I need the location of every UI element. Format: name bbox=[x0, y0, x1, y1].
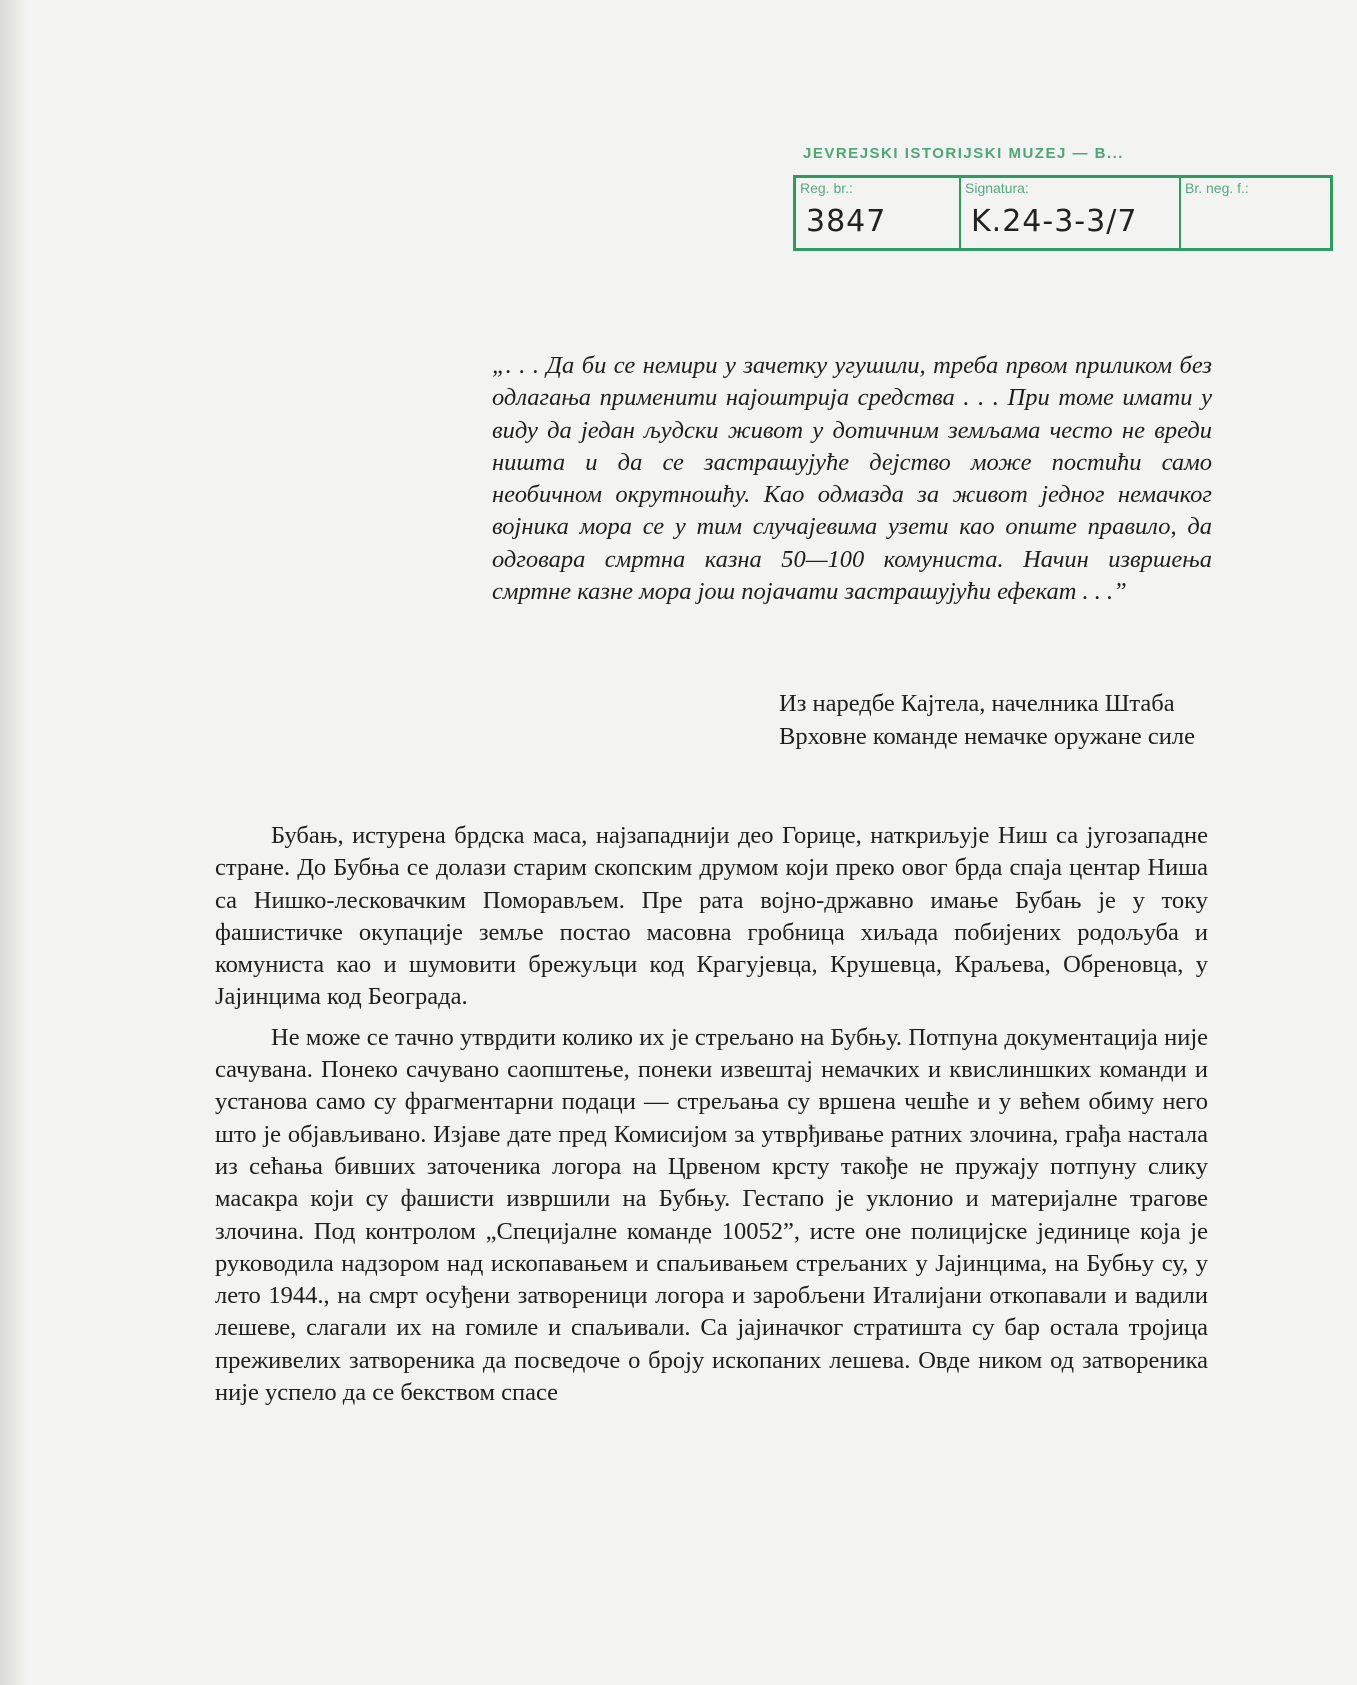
stamp-reg-value: 3847 bbox=[806, 204, 887, 239]
stamp-header: JEVREJSKI ISTORIJSKI MUZEJ — B... bbox=[803, 145, 1124, 162]
stamp-grid bbox=[793, 175, 1333, 251]
stamp-cell-signature bbox=[961, 178, 1181, 248]
epigraph-text: „. . . Да би се немири у зачетку угушили, треба првом приликом без одлагања применити најоштрија средства . . . При томе имати у виду да један људски живот у дотичним земљама често не вреди ништа и да се застрашујуће дејство може постићи само необичном окрутношћу. Као одмазда за живот једног немачког војника мора се у тим случајевима узети као опште правило, да одговара смртна казна 50—100 комуниста. Начин извршења смртне казне мора још појачати застрашујући ефекат . . .” bbox=[492, 352, 1212, 606]
stamp-signature-value: K.24-3-3/7 bbox=[971, 204, 1138, 239]
stamp-reg-label: Reg. br.: bbox=[800, 180, 853, 196]
epigraph-attribution: Из наредбе Кајтела, начелника Штаба Врховне команде немачке оружане силе bbox=[779, 690, 1195, 750]
stamp-neg-label: Br. neg. f.: bbox=[1185, 180, 1249, 196]
page-binding-edge bbox=[0, 0, 26, 1685]
stamp-cell-neg bbox=[1181, 178, 1330, 248]
epigraph-quote bbox=[492, 350, 1212, 608]
paragraph-1: Бубањ, истурена брдска маса, најзападнији део Горице, наткриљује Ниш са југозападне стране. До Бубња се долази старим скопским друмом који преко овог брда спаја центар Ниша са Нишко-лесковачким Поморављем. Пре рата војно-државно имање Бубањ је у току фашистичке окупације земље постао масовна гробница хиљада побијених родољуба и комуниста као и шумовити брежуљци код Крагујевца, Крушевца, Краљева, Обреновца, у Јајинцима код Београда. bbox=[215, 822, 1208, 1011]
body-text bbox=[215, 820, 1208, 1417]
paragraph-2: Не може се тачно утврдити колико их је стрељано на Бубњу. Потпуна документација није сачувана. Понеко сачувано саопштење, понеки извештај немачких и квислиншких команди и установа само су фрагментарни подаци — стрељања су вршена чешће и у већем обиму него што је објављивано. Изјаве дате пред Комисијом за утврђивање ратних злочина, грађа настала из сећања бивших заточеника логора на Црвеном крсту такође не пружају потпуну слику масакра који су фашисти извршили на Бубњу. Гестапо је уклонио и материјалне трагове злочина. Под контролом „Специјалне команде 10052”, исте оне полицијске јединице која је руководила надзором над ископавањем и спаљивањем стрељаних у Јајинцима, на Бубњу су, у лето 1944., на смрт осуђени затвореници логора и заробљени Италијани откопавали и вадили лешеве, слагали их на гомиле и спаљивали. Са јајиначког стратишта су бар остала тројица преживелих затвореника да посведоче о броју ископаних лешева. Овде ником од затвореника није успело да се бекством спасе bbox=[215, 1023, 1208, 1407]
stamp-signature-label: Signatura: bbox=[965, 180, 1029, 196]
stamp-cell-reg bbox=[796, 178, 961, 248]
museum-stamp bbox=[793, 145, 1338, 257]
